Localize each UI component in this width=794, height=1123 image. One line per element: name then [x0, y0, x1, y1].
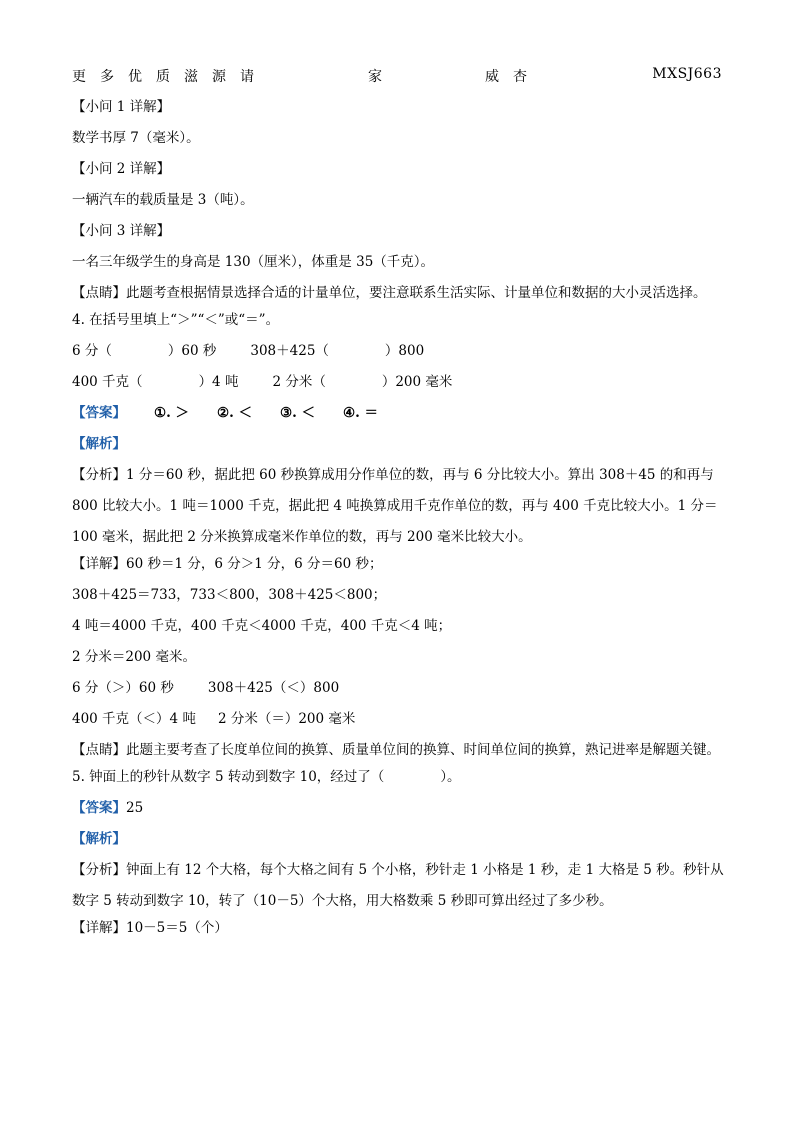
q3-point-text: 此题考查根据情景选择合适的计量单位，要注意联系生活实际、计量单位和数据的大小灵活选择。: [126, 285, 707, 301]
q4-item-3-right: ）4 吨: [198, 374, 239, 390]
q4-answer-2: ②. ＜: [217, 405, 253, 421]
q5-answer: [72, 797, 724, 828]
q4-item-1-left: 6 分（: [72, 343, 112, 359]
q4-analysis-label: 【解析】: [72, 436, 126, 452]
q3-sub1-text: 数学书厚 7（毫米）。: [72, 130, 200, 146]
q3-point-label: 【点睛】: [72, 285, 126, 301]
q4-point-text: 此题主要考查了长度单位间的换算、质量单位间的换算、时间单位间的换算，熟记进率是解题关键。: [126, 742, 720, 758]
q5-fenxi-label: 【分析】: [72, 862, 126, 878]
q4-result-row1: [72, 677, 724, 708]
q4-detail-4: 2 分米＝200 毫米。: [72, 649, 196, 665]
q4-answer-1: ①. ＞: [154, 405, 190, 421]
q5-fenxi-text: 钟面上有 12 个大格，每个大格之间有 5 个小格，秒针走 1 小格是 1 秒，走 1 大格是 5 秒。秒针从数字 5 转动到数字 10，转了（10－5）个大格，用大格数乘 5 秒即可算出经过了多少秒。: [72, 862, 724, 909]
q4-row2: [72, 371, 724, 402]
q4-detail-1-text: 60 秒＝1 分，6 分＞1 分，6 分＝60 秒；: [126, 556, 383, 572]
q4-item-4-right: ）200 毫米: [381, 374, 453, 390]
q5-detail-label: 【详解】: [72, 920, 126, 936]
q4-result-4: 2 分米（＝）200 毫米: [217, 711, 356, 727]
q4-fenxi: [72, 460, 724, 553]
q4-answer-3: ③. ＜: [280, 405, 316, 421]
q3-sub2-label: 【小问 2 详解】: [72, 161, 171, 177]
q4-result-1: 6 分（＞）60 秒: [72, 680, 174, 696]
q4-answer: [72, 402, 724, 433]
q3-sub2-text: 一辆汽车的载质量是 3（吨）。: [72, 192, 254, 208]
q5-answer-label: 【答案】: [72, 800, 126, 816]
header-text-mid2: 威杏: [485, 69, 541, 85]
q4-detail-label: 【详解】: [72, 556, 126, 572]
q3-sub1-label: 【小问 1 详解】: [72, 99, 171, 115]
q4-row1: [72, 340, 724, 371]
header-text-mid: 家: [368, 69, 382, 85]
q4-point-label: 【点睛】: [72, 742, 126, 758]
q5-analysis-label: 【解析】: [72, 831, 126, 847]
q4-title: 4. 在括号里填上“＞”“＜”或“＝”。: [72, 312, 280, 328]
q3-sub3-text: 一名三年级学生的身高是 130（厘米），体重是 35（千克）。: [72, 254, 435, 270]
q4-item-4-left: 2 分米（: [272, 374, 326, 390]
q3-sub3-label: 【小问 3 详解】: [72, 223, 171, 239]
document-body: [72, 96, 724, 948]
q4-result-2: 308＋425（＜）800: [207, 680, 340, 696]
q4-detail-2: 308＋425＝733，733＜800，308＋425＜800；: [72, 587, 387, 603]
q5-fenxi: [72, 855, 724, 917]
q5-title-left: 5. 钟面上的秒针从数字 5 转动到数字 10，经过了（: [72, 769, 385, 785]
q3-point: [72, 278, 724, 309]
q4-item-2-left: 308＋425（: [250, 343, 329, 359]
q4-answer-4: ④. ＝: [343, 405, 379, 421]
q5-title: [72, 766, 724, 797]
q4-result-3: 400 千克（＜）4 吨: [72, 711, 196, 727]
page-header: [72, 66, 722, 86]
q5-title-right: ）。: [440, 769, 461, 785]
q4-item-1-right: ）60 秒: [167, 343, 217, 359]
q4-detail-3: 4 吨＝4000 千克，400 千克＜4000 千克，400 千克＜4 吨；: [72, 618, 452, 634]
q4-detail-1: [72, 553, 724, 584]
q4-fenxi-text: 1 分＝60 秒，据此把 60 秒换算成用分作单位的数，再与 6 分比较大小。算出 308＋45 的和再与 800 比较大小。1 吨＝1000 千克，据此把 4 吨换算成用千克作单位的数，再与 400 千克比较大小。1 分＝100 毫米，据此把 2 分米换算成毫米作单位的数，再与 200 毫米比较大小。: [72, 467, 718, 545]
q4-item-2-right: ）800: [384, 343, 425, 359]
header-text-left: 更多优质滋源请: [72, 69, 268, 85]
q5-detail-1-text: 10－5＝5（个）: [126, 920, 228, 936]
q5-answer-value: 25: [126, 800, 144, 816]
q4-item-3-left: 400 千克（: [72, 374, 143, 390]
q4-answer-label: 【答案】: [72, 405, 126, 421]
q5-detail-1: [72, 917, 724, 948]
q4-fenxi-label: 【分析】: [72, 467, 126, 483]
q4-point: [72, 735, 724, 766]
header-code: MXSJ663: [652, 66, 722, 82]
